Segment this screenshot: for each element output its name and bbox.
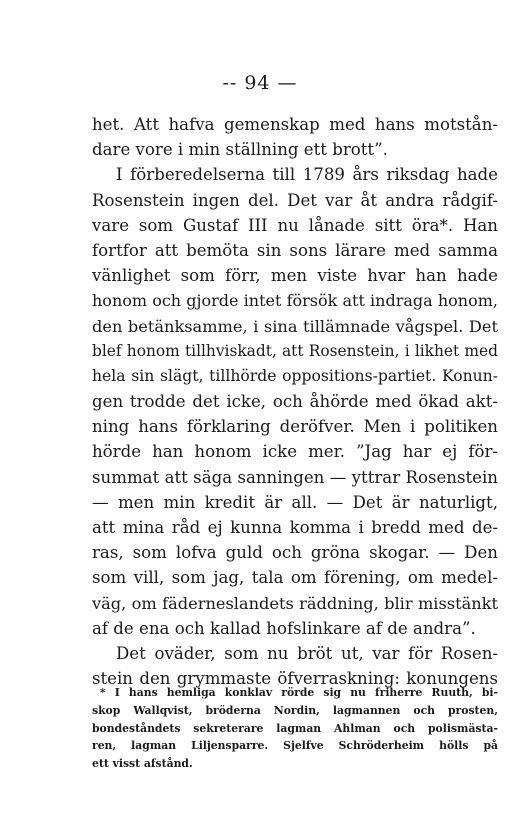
body-text [92, 112, 498, 691]
footnote-line: skop Wallqvist, bröderna Nordin, lagmannen och prosten, [92, 703, 498, 717]
text-line: väg, om fäderneslandets räddning, blir misstänkt [92, 593, 498, 613]
text-line: ras, som lofva guld och gröna skogar. — Den [92, 543, 498, 563]
text-line: vänlighet som förr, men viste hvar han hade [92, 266, 498, 286]
text-line: af de ena och kallad hofslinkare af de andra”. [92, 618, 476, 638]
text-line: stein den grymmaste öfverraskning: konungens [92, 669, 498, 689]
text-line: gen trodde det icke, och åhörde med ökad akt- [92, 392, 498, 412]
text-line: Rosenstein ingen del. Det var åt andra rådgif- [92, 190, 498, 210]
footnote-line: ren, lagman Liljensparre. Sjelfve Schröderheim hölls på [92, 739, 498, 753]
text-line: den betänksamme, i sina tillämnade vågspel. Det [92, 316, 498, 336]
text-line: Det oväder, som nu bröt ut, var för Rosen- [116, 643, 498, 663]
text-line: I förberedelserna till 1789 års riksdag hade [116, 165, 498, 185]
text-line: het. Att hafva gemenskap med hans motstån- [92, 115, 498, 134]
text-line: summat att säga sanningen — yttrar Rosenstein [92, 467, 498, 487]
text-line: fortfor att bemöta sin sons lärare med samma [92, 240, 498, 260]
text-line: som vill, som jag, tala om förening, om medel- [92, 568, 498, 588]
text-line: hela sin slägt, tillhörde oppositions-partiet. Konun- [92, 366, 498, 385]
text-line: blef honom tillhviskadt, att Rosenstein, i likhet med [92, 341, 498, 360]
text-line: — men min kredit är all. — Det är naturligt, [92, 492, 498, 512]
page-number: -- 94 — [222, 72, 298, 94]
text-line: ning hans förklaring deröfver. Men i politiken [92, 417, 498, 437]
text-line: dare vore i min ställning ett brott”. [92, 140, 388, 160]
footnote-line: ett visst afstånd. [92, 757, 193, 771]
text-line: honom och gjorde intet försök att indraga honom, [92, 291, 498, 311]
footnote-line: bondeståndets sekreterare lagman Ahlman och polismästa- [92, 721, 498, 735]
text-line: hörde han honom icke mer. ”Jag har ej för- [92, 442, 498, 462]
text-line: att mina råd ej kunna komma i bredd med de- [92, 518, 498, 537]
text-line: vare som Gustaf III nu lånade sitt öra*. Han [92, 215, 498, 235]
footnote [92, 684, 498, 773]
footnote-line: * I hans hemliga konklav rörde sig nu friherre Ruuth, bi- [100, 686, 498, 699]
